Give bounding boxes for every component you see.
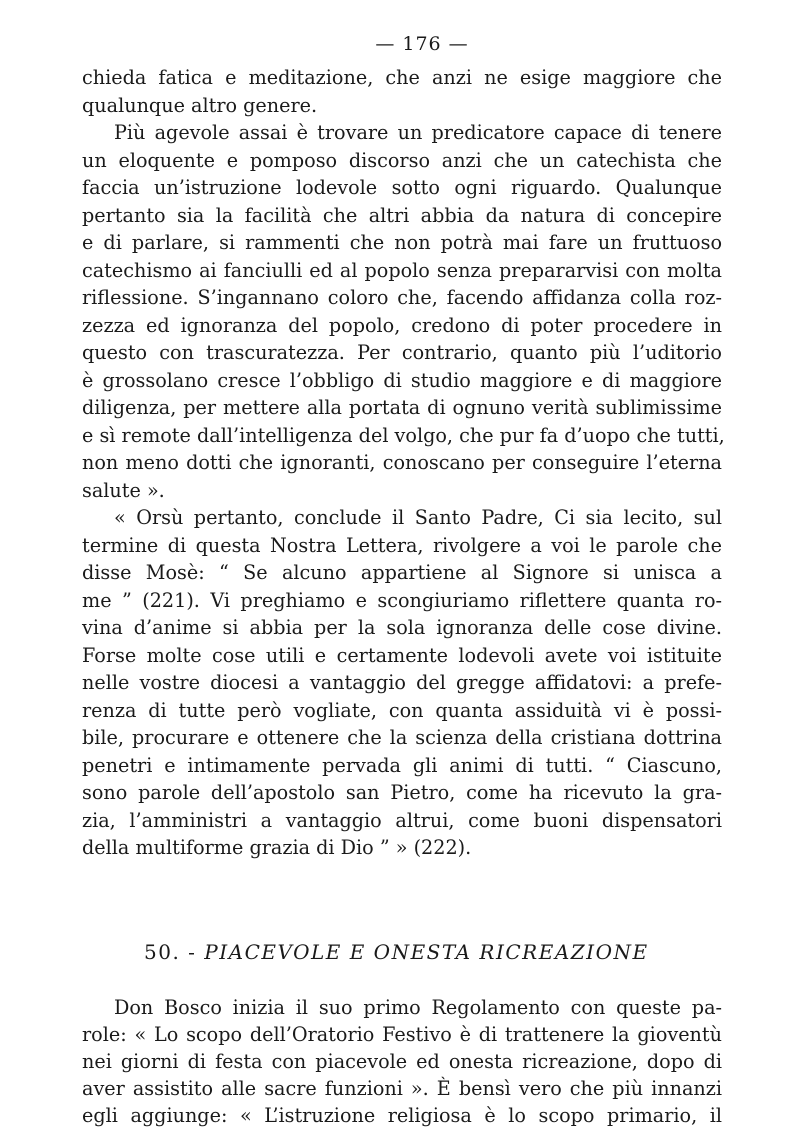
text-line: diligenza, per mettere alla portata di ognuno verità sublimissime (82, 396, 722, 419)
page-number: — 176 — (375, 33, 469, 55)
text-line: renza di tutte però vogliate, con quanta assiduità vi è possi- (82, 698, 722, 722)
text-line: Forse molte cose utili e certamente lodevoli avete voi istituite (82, 643, 722, 667)
text-line: aver assistito alle sacre funzioni ». È bensì vero che più innanzi (82, 1076, 722, 1100)
section-heading (82, 940, 722, 964)
text-line: Don Bosco inizia il suo primo Regolamento con queste pa- (114, 995, 722, 1019)
text-line: sono parole dell’apostolo san Pietro, come ha ricevuto la gra- (82, 781, 722, 804)
text-line: un eloquente e pomposo discorso anzi che un catechista che (82, 148, 722, 172)
text-line: termine di questa Nostra Lettera, rivolgere a voi le parole che (82, 533, 722, 557)
text-line: pertanto sia la facilità che altri abbia da natura di concepire (82, 203, 722, 227)
text-line: me ” (221). Vi preghiamo e scongiuriamo riflettere quanta ro- (82, 588, 722, 612)
paragraph-3 (82, 504, 722, 862)
text-line: nelle vostre diocesi a vantaggio del gregge affidatovi: a prefe- (82, 671, 722, 694)
text-line: qualunque altro genere. (82, 93, 318, 117)
book-page (82, 30, 725, 1129)
text-line: bile, procurare e ottenere che la scienza della cristiana dottrina (82, 726, 722, 749)
text-line: zia, l’amministri a vantaggio altrui, come buoni dispensatori (82, 808, 722, 832)
text-line: vina d’anime si abbia per la sola ignoranza delle cose divine. (82, 616, 722, 639)
text-line: chieda fatica e meditazione, che anzi ne esige maggiore che (82, 66, 722, 89)
text-line: e di parlare, si rammenti che non potrà mai fare un fruttuoso (82, 231, 722, 254)
text-line: egli aggiunge: « L’istruzione religiosa è lo scopo primario, il (82, 1103, 722, 1127)
paragraph-4 (82, 994, 722, 1129)
text-line: faccia un’istruzione lodevole sotto ogni riguardo. Qualunque (82, 176, 722, 199)
text-line: catechismo ai fanciulli ed al popolo senza prepararvisi con molta (82, 258, 722, 282)
paragraph-2 (82, 119, 725, 504)
text-line: role: « Lo scopo dell’Oratorio Festivo è di trattenere la gioventù (82, 1022, 722, 1046)
text-line: penetri e intimamente pervada gli animi di tutti. “ Ciascuno, (82, 753, 722, 777)
text-line: non meno dotti che ignoranti, conoscano per conseguire l’eterna (82, 451, 722, 474)
text-line: « Orsù pertanto, conclude il Santo Padre, Ci sia lecito, sul (114, 506, 722, 529)
text-line: zezza ed ignoranza del popolo, credono di poter procedere in (82, 313, 722, 337)
text-line: e sì remote dall’intelligenza del volgo, che pur fa d’uopo che tutti, (82, 423, 725, 447)
text-line: Più agevole assai è trovare un predicatore capace di tenere (114, 121, 722, 144)
text-line: salute ». (82, 478, 165, 502)
text-line: della multiforme grazia di Dio ” » (222). (82, 836, 472, 859)
text-line: disse Mosè: “ Se alcuno appartiene al Signore si unisca a (82, 561, 722, 584)
text-line: è grossolano cresce l’obbligo di studio maggiore e di maggiore (82, 368, 722, 392)
text-line: riflessione. S’ingannano coloro che, facendo affidanza colla roz- (82, 286, 722, 309)
section-title: PIACEVOLE E ONESTA RICREAZIONE (204, 939, 649, 964)
section-number: 50. - (144, 939, 197, 964)
text-line: questo con trascuratezza. Per contrario, quanto più l’uditorio (82, 341, 722, 364)
text-line: nei giorni di festa con piacevole ed onesta ricreazione, dopo di (82, 1049, 722, 1073)
paragraph-1 (82, 64, 722, 119)
